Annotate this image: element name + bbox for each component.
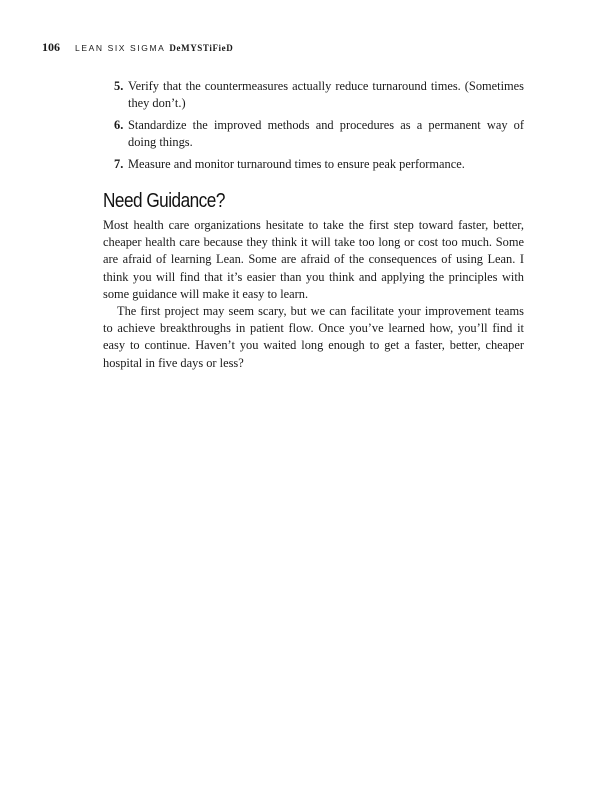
list-item xyxy=(103,78,524,112)
step-number: 7. xyxy=(114,157,124,171)
step-text: Standardize the improved methods and procedures as a permanent way of doing things. xyxy=(128,118,524,149)
step-text: Measure and monitor turnaround times to ensure peak performance. xyxy=(128,157,465,171)
step-number: 6. xyxy=(114,118,124,132)
list-item xyxy=(103,117,524,151)
book-title: LEAN SIX SIGMA xyxy=(75,43,166,53)
book-title-accent: DeMYSTiFieD xyxy=(169,43,234,53)
page-number: 106 xyxy=(42,40,60,54)
step-text: Verify that the countermeasures actually reduce turnaround times. (Sometimes they don’t.) xyxy=(128,79,524,110)
list-item xyxy=(103,156,524,173)
step-number: 5. xyxy=(114,79,124,93)
section-heading: Need Guidance? xyxy=(103,190,225,212)
body-paragraph: Most health care organizations hesitate to take the first step toward faster, better, cheaper health care because they think it will take too long or cost too much. Some are afraid of learning Lean. Some are afraid of the consequences of using Lean. I think you will find that it’s easier than you think and applying the principles with some guidance will make it easy to learn. xyxy=(103,218,524,301)
steps-list xyxy=(103,78,524,173)
body-paragraph: The first project may seem scary, but we can facilitate your improvement teams to achieve breakthroughs in patient flow. Once you’ve learned how, you’ll find it easy to continue. Haven’t you waited long enough to get a faster, better, cheaper hospital in five days or less? xyxy=(103,304,524,370)
running-head xyxy=(42,40,233,56)
page-content xyxy=(103,78,524,372)
